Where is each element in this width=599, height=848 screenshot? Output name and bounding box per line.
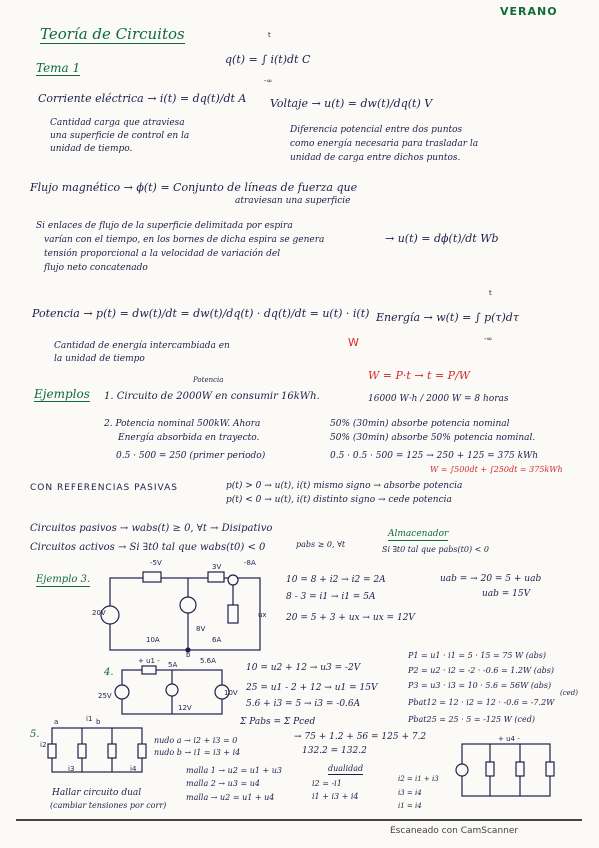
hallar-dual-2: (cambiar tensiones por corr) bbox=[50, 801, 167, 810]
almacenador-title: Almacenador bbox=[388, 529, 449, 539]
c3-ux: ux bbox=[258, 611, 267, 619]
faraday-formula: → u(t) = dϕ(t)/dt Wb bbox=[385, 232, 499, 245]
faraday-2: varían con el tiempo, en los bornes de dicha espira se genera bbox=[44, 235, 325, 245]
ex5-node-a: nudo a → i2 + i3 = 0 bbox=[154, 736, 238, 745]
dual-circuit-diagram bbox=[450, 734, 560, 804]
c4-src1: 25V bbox=[98, 692, 112, 700]
c5-i3: i3 bbox=[68, 765, 75, 773]
page-title: Teoría de Circuitos bbox=[40, 25, 185, 43]
circuit-diagram-3 bbox=[88, 560, 278, 660]
ex4-p-2: P2 = u2 · i2 = -2 · -0.6 = 1.2W (abs) bbox=[408, 666, 554, 675]
energy-definition: Energía → w(t) = ∫ p(τ)dτ bbox=[376, 311, 519, 324]
example-2-integral: W = ∫500dt + ∫250dt = 375kWh bbox=[430, 465, 563, 474]
charge-limit-bottom: -∞ bbox=[264, 77, 273, 85]
c3-v1: -5V bbox=[150, 559, 162, 567]
ex4-total-2: 132.2 = 132.2 bbox=[302, 746, 367, 756]
c4-u1: + u1 - bbox=[138, 657, 160, 665]
dualidad-title: dualidad bbox=[328, 764, 364, 773]
ex3-eq-3: 20 = 5 + 3 + ux → ux = 12V bbox=[286, 613, 415, 623]
tema-heading: Tema 1 bbox=[36, 61, 81, 75]
ex3-uab-1: uab = → 20 = 5 + uab bbox=[440, 574, 542, 584]
power-desc-1: Cantidad de energía intercambiada en bbox=[54, 341, 230, 351]
faraday-3: tensión proporcional a la velocidad de variación del bbox=[44, 249, 281, 259]
ex4-total: → 75 + 1.2 + 56 = 125 + 7.2 bbox=[294, 732, 427, 742]
charge-formula: q(t) = ∫ i(t)dt C bbox=[225, 53, 311, 66]
ejemplo3-heading: Ejemplo 3. bbox=[36, 574, 91, 585]
ex4-p-4: Pbat12 = 12 · i2 = 12 · -0.6 = -7.2W bbox=[408, 698, 555, 707]
dualidad-2: i1 + i3 + i4 bbox=[312, 792, 359, 801]
flux-definition-2: atraviesan una superficie bbox=[235, 196, 351, 206]
c3-i2: 6A bbox=[212, 636, 222, 644]
power-desc-2: la unidad de tiempo bbox=[54, 354, 145, 364]
ex5-malla-1: malla 1 → u2 = u1 + u3 bbox=[186, 766, 282, 775]
ex4-ced-note: (ced) bbox=[560, 689, 579, 697]
ex5-malla-3: malla → u2 = u1 + u4 bbox=[186, 793, 275, 802]
ex3-eq-1: 10 = 8 + i2 → i2 = 2A bbox=[286, 575, 386, 585]
voltage-desc-1: Diferencia potencial entre dos puntos bbox=[290, 125, 463, 135]
example-2-a1: 50% (30min) absorbe potencia nominal bbox=[330, 419, 510, 429]
power-definition: Potencia → p(t) = dw(t)/dt = dw(t)/dq(t) · dq(t)/dt = u(t) · i(t) bbox=[32, 307, 370, 320]
example-1-calc: 16000 W·h / 2000 W = 8 horas bbox=[368, 394, 509, 404]
ejemplo4-heading: 4. bbox=[104, 667, 114, 678]
charge-limit-top: t bbox=[268, 31, 271, 39]
potencia-label: Potencia bbox=[193, 376, 224, 384]
verano-label: VERANO bbox=[500, 5, 558, 18]
example-2-a: 2. Potencia nominal 500kW. Ahora bbox=[104, 419, 261, 429]
circuitos-pasivos: Circuitos pasivos → wabs(t) ≥ 0, ∀t → Disipativo bbox=[30, 523, 273, 534]
c3-src: 20V bbox=[92, 609, 106, 617]
ex5-node-b: nudo b → i1 = i3 + i4 bbox=[154, 748, 241, 757]
energy-limit-bottom: -∞ bbox=[484, 335, 493, 343]
dualidad-1: i2 = -i1 bbox=[312, 779, 342, 788]
ex4-p-5: Pbat25 = 25 · 5 = -125 W (ced) bbox=[408, 715, 536, 724]
c5-b: b bbox=[96, 718, 101, 726]
ex4-p-3: P3 = u3 · i3 = 10 · 5.6 = 56W (abs) bbox=[408, 681, 552, 690]
ex4-eq-2: 25 = u1 - 2 + 12 → u1 = 15V bbox=[246, 683, 378, 693]
circuitos-pasivos-2: pabs ≥ 0, ∀t bbox=[296, 540, 346, 549]
ex4-p-1: P1 = u1 · i1 = 5 · 15 = 75 W (abs) bbox=[408, 651, 546, 660]
c3-i1: 10A bbox=[146, 636, 160, 644]
ex4-sum: Σ Pabs = Σ Pced bbox=[240, 717, 316, 727]
almacenador-desc: Si ∃t0 tal que pabs(t0) < 0 bbox=[382, 545, 489, 554]
example-2-c: 0.5 · 500 = 250 (primer periodo) bbox=[116, 451, 266, 461]
energy-limit-top: t bbox=[489, 289, 492, 297]
ejemplos-heading: Ejemplos bbox=[34, 387, 90, 401]
current-desc-2: una superficie de control en la bbox=[50, 131, 190, 141]
c5-i4: i4 bbox=[130, 765, 137, 773]
dual-plus-u4: + u4 - bbox=[498, 735, 520, 743]
hallar-dual: Hallar circuito dual bbox=[52, 788, 142, 798]
ex5-malla-2: malla 2 → u3 = u4 bbox=[186, 779, 260, 788]
example-1: 1. Circuito de 2000W en consumir 16kWh. bbox=[104, 391, 320, 402]
ejemplo5-heading: 5. bbox=[30, 729, 40, 740]
ex3-eq-2: 8 - 3 = i1 → i1 = 5A bbox=[286, 592, 376, 602]
faraday-1: Si enlaces de flujo de la superficie delimitada por espira bbox=[36, 221, 293, 231]
pasivas-line-2: p(t) < 0 → u(t), i(t) distinto signo → cede potencia bbox=[226, 495, 452, 505]
c4-i2: 5.6A bbox=[200, 657, 216, 665]
scanner-watermark: Escaneado con CamScanner bbox=[390, 826, 519, 836]
flux-definition: Flujo magnético → ϕ(t) = Conjunto de líneas de fuerza que bbox=[30, 181, 358, 194]
c3-v3: -8A bbox=[244, 559, 256, 567]
example-2-d: 0.5 · 0.5 · 500 = 125 → 250 + 125 = 375 kWh bbox=[330, 451, 539, 461]
w-formula: W = P·t → t = P/W bbox=[368, 369, 471, 382]
voltage-desc-3: unidad de carga entre dichos puntos. bbox=[290, 153, 461, 163]
example-2-b1: 50% (30min) absorbe 50% potencia nominal. bbox=[330, 433, 536, 443]
energy-unit: W bbox=[348, 336, 359, 349]
ex5-right-2: i3 = i4 bbox=[398, 789, 422, 797]
ex5-right-3: i1 = i4 bbox=[398, 802, 422, 810]
pasivas-heading: CON REFERENCIAS PASIVAS bbox=[30, 483, 178, 493]
c3-v2: 3V bbox=[212, 563, 222, 571]
ex4-eq-3: 5.6 + i3 = 5 → i3 = -0.6A bbox=[246, 699, 361, 709]
c3-src2: 8V bbox=[196, 625, 206, 633]
circuitos-activos: Circuitos activos → Si ∃t0 tal que wabs(t0) < 0 bbox=[30, 542, 266, 553]
ex5-right-1: i2 = i1 + i3 bbox=[398, 775, 439, 783]
c5-i1: i1 bbox=[86, 715, 93, 723]
current-desc-1: Cantidad carga que atraviesa bbox=[50, 118, 185, 128]
c4-src3: 10V bbox=[224, 689, 238, 697]
pasivas-line-1: p(t) > 0 → u(t), i(t) mismo signo → absorbe potencia bbox=[226, 481, 463, 491]
voltage-desc-2: como energía necesaria para trasladar la bbox=[290, 139, 479, 149]
c4-src2: 12V bbox=[178, 704, 192, 712]
voltage-definition: Voltaje → u(t) = dw(t)/dq(t) V bbox=[270, 97, 433, 110]
ex3-uab-2: uab = 15V bbox=[482, 589, 531, 599]
example-2-b: Energía absorbida en trayecto. bbox=[118, 433, 260, 443]
current-definition: Corriente eléctrica → i(t) = dq(t)/dt A bbox=[38, 92, 247, 105]
current-desc-3: unidad de tiempo. bbox=[50, 144, 133, 154]
c5-a: a bbox=[54, 718, 59, 726]
ex4-eq-1: 10 = u2 + 12 → u3 = -2V bbox=[246, 663, 361, 673]
page-footer-line bbox=[16, 819, 582, 821]
faraday-4: flujo neto concatenado bbox=[44, 263, 148, 273]
c5-i2: i2 bbox=[40, 741, 47, 749]
c3-node-b: b bbox=[186, 651, 191, 659]
c4-i: 5A bbox=[168, 661, 178, 669]
